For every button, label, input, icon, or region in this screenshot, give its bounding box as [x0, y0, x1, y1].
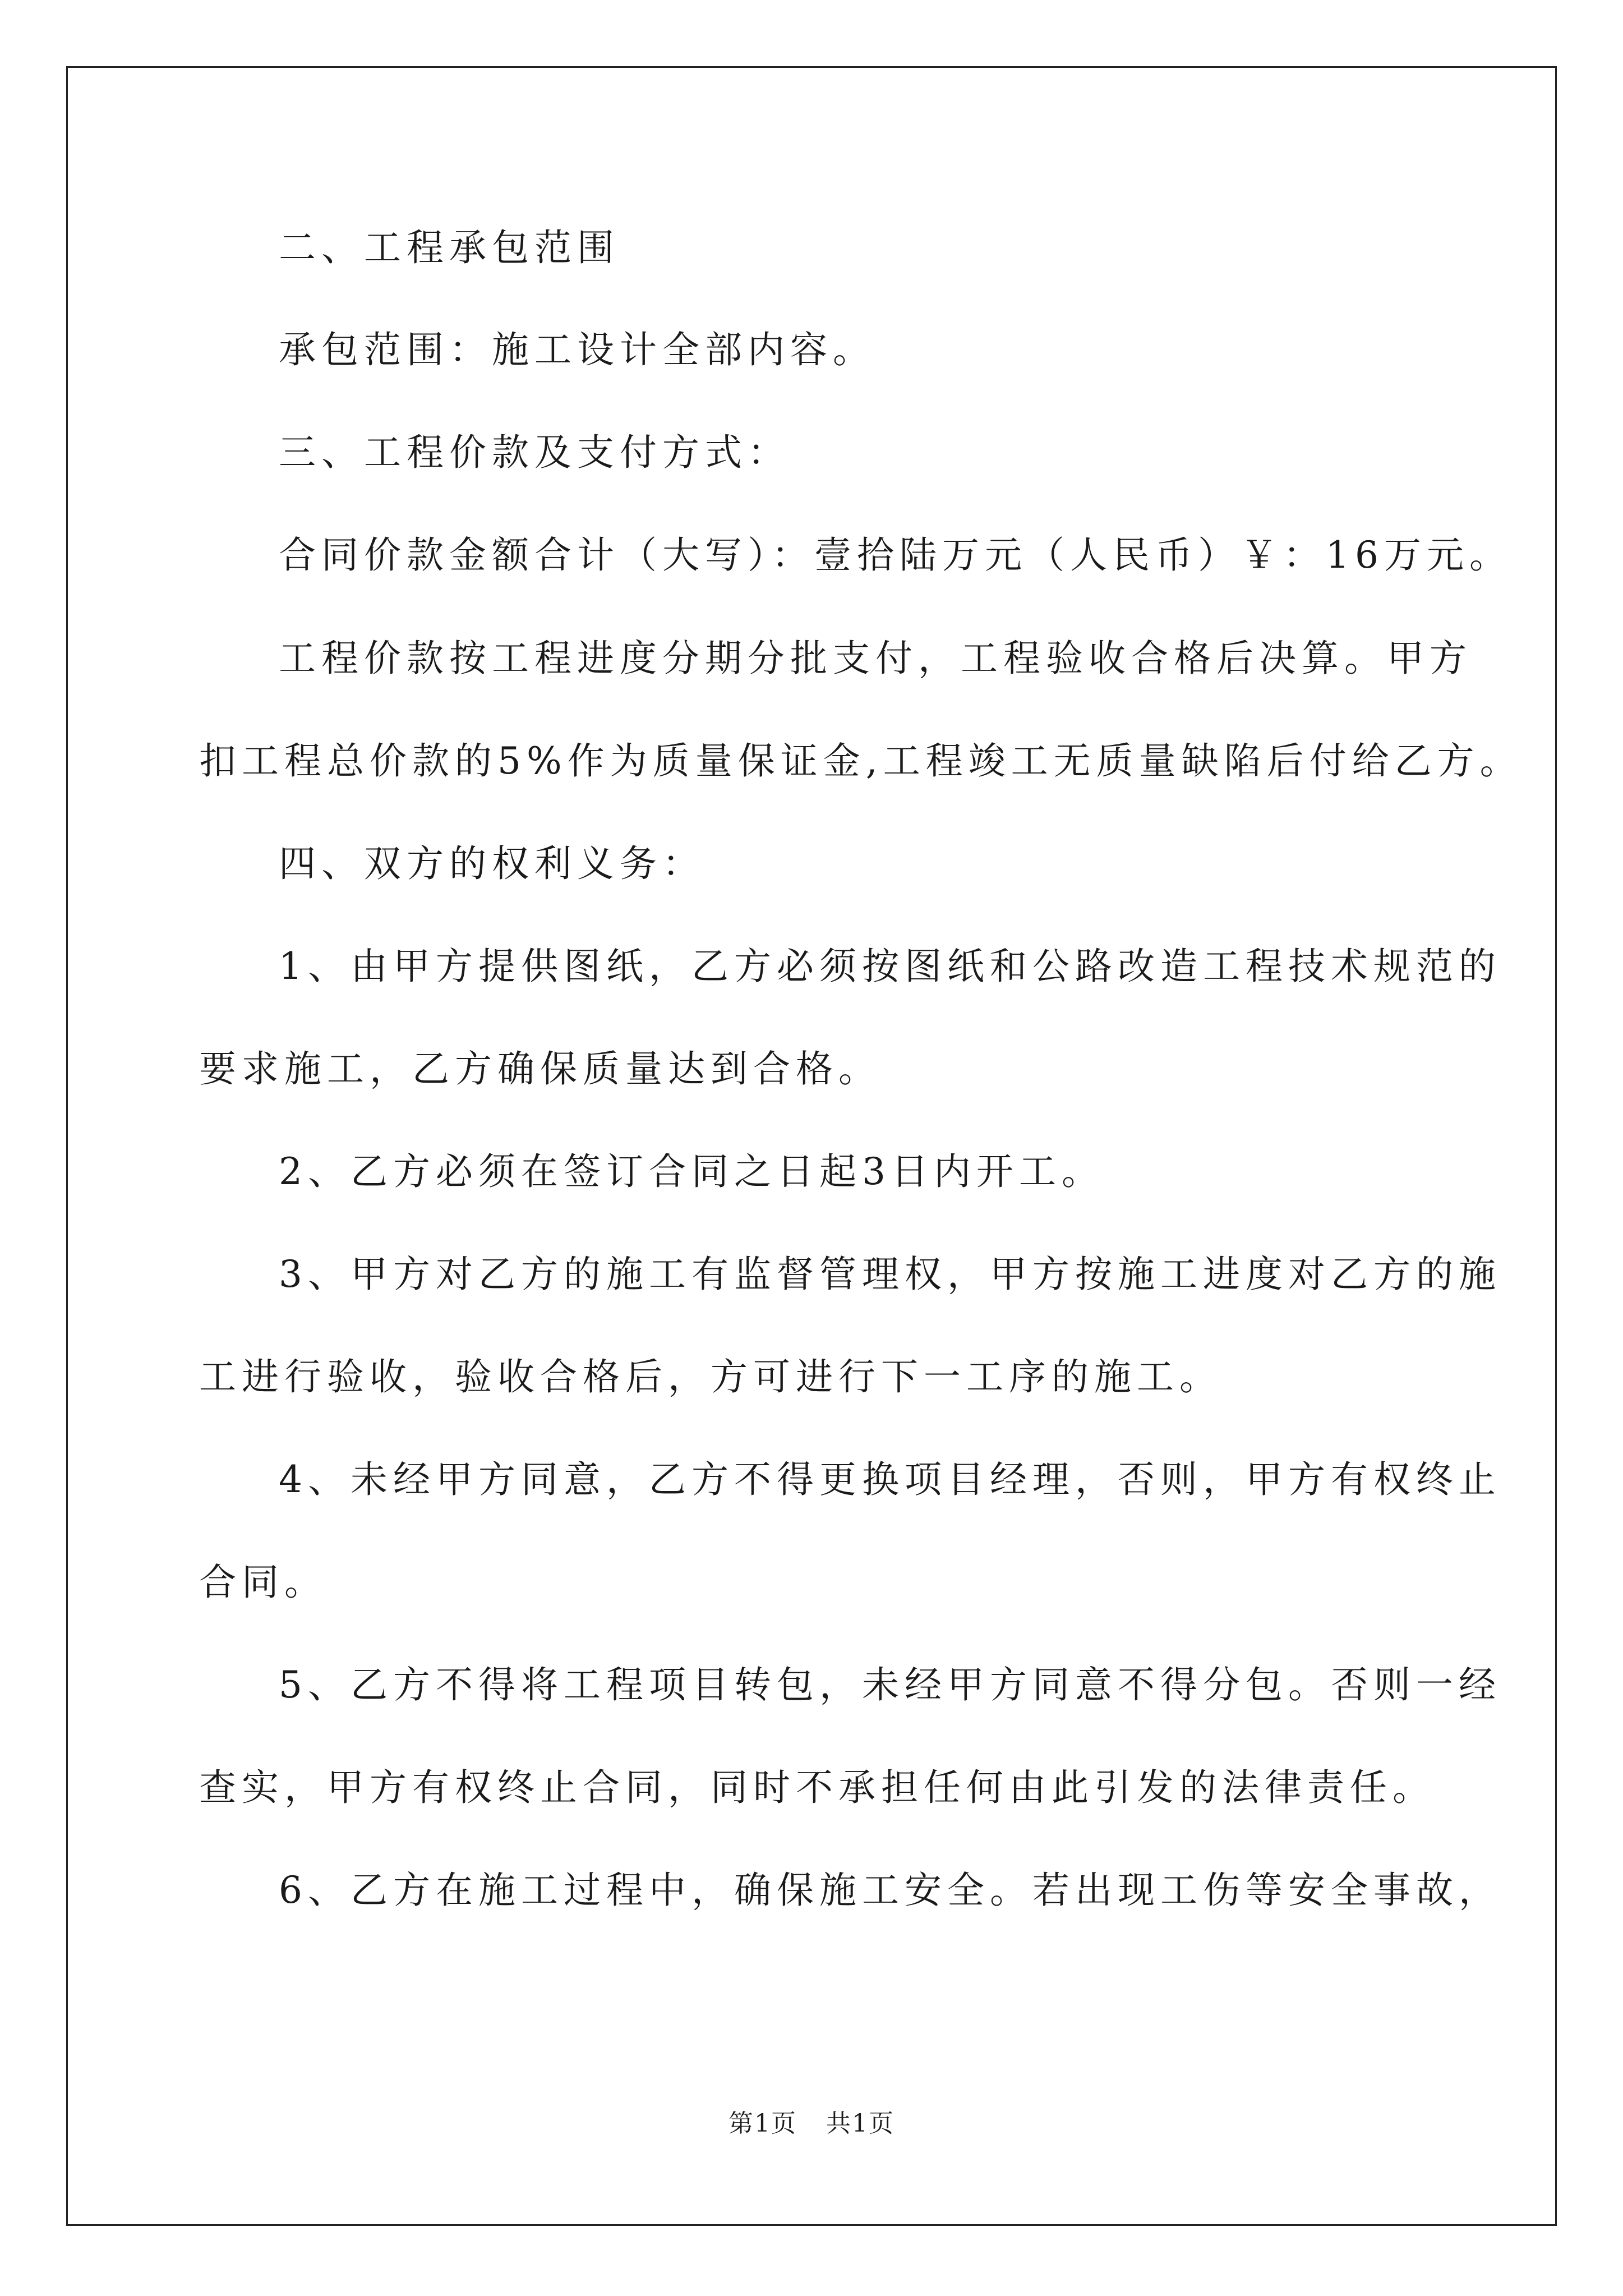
- section-heading-rights: 四、双方的权利义务：: [279, 842, 705, 885]
- page-number: 第1页: [728, 2109, 797, 2138]
- page-footer: [0, 2108, 1623, 2139]
- payment-terms-line-1: 工程价款按工程进度分期分批支付，工程验收合格后决算。甲方: [279, 637, 1472, 680]
- clause-1-line-1: 1、由甲方提供图纸，乙方必须按图纸和公路改造工程技术规范的: [279, 945, 1501, 988]
- clause-5-line-2: 查实，甲方有权终止合同，同时不承担任何由此引发的法律责任。: [199, 1766, 1435, 1809]
- section-heading-payment: 三、工程价款及支付方式：: [279, 431, 790, 474]
- clause-4-line-1: 4、未经甲方同意，乙方不得更换项目经理，否则，甲方有权终止: [279, 1458, 1501, 1501]
- contract-amount: 合同价款金额合计（大写）：壹拾陆万元（人民币）￥：16万元。: [279, 533, 1512, 577]
- page-total: 共1页: [826, 2109, 895, 2138]
- clause-3-line-1: 3、甲方对乙方的施工有监督管理权，甲方按施工进度对乙方的施: [279, 1253, 1501, 1296]
- clause-5-line-1: 5、乙方不得将工程项目转包，未经甲方同意不得分包。否则一经: [279, 1663, 1501, 1706]
- clause-2: 2、乙方必须在签订合同之日起3日内开工。: [279, 1150, 1104, 1193]
- section-heading-scope: 二、工程承包范围: [279, 226, 620, 269]
- clause-4-line-2: 合同。: [199, 1561, 327, 1604]
- scope-text: 承包范围：施工设计全部内容。: [279, 328, 875, 371]
- payment-terms-line-2: 扣工程总价款的5%作为质量保证金,工程竣工无质量缺陷后付给乙方。: [199, 739, 1523, 783]
- clause-3-line-2: 工进行验收，验收合格后，方可进行下一工序的施工。: [199, 1355, 1222, 1398]
- clause-6-line-1: 6、乙方在施工过程中，确保施工安全。若出现工伤等安全事故，: [279, 1869, 1501, 1912]
- clause-1-line-2: 要求施工，乙方确保质量达到合格。: [199, 1047, 881, 1091]
